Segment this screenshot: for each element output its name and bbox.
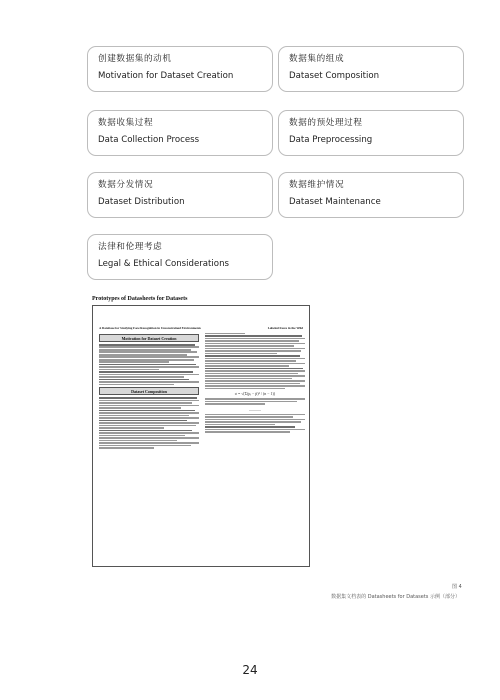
text-line [99,349,191,351]
text-line [99,384,174,386]
text-line [99,412,199,414]
text-line [205,403,265,405]
card-title-en: Dataset Composition [289,71,380,81]
text-line [99,397,197,399]
section-motivation: Motivation for Dataset Creation [99,334,199,342]
text-line [205,363,305,365]
card-title-en: Dataset Distribution [98,197,185,207]
text-line [99,425,196,427]
card-title-zh: 数据分发情况 [98,180,154,190]
text-line [205,414,305,416]
text-line [99,435,185,437]
card-preprocessing [278,110,464,156]
text-line [205,353,277,355]
text-line [205,335,302,337]
text-line [205,365,289,367]
card-title-zh: 法律和伦理考虑 [98,242,163,252]
text-line [99,417,199,419]
card-legal-ethical [87,234,273,280]
doc-header-right: Labeled Faces in the Wild [267,326,303,330]
card-title-zh: 数据维护情况 [289,180,345,190]
text-line [205,350,301,352]
text-line [99,430,192,432]
text-line [205,419,305,421]
card-maintenance [278,172,464,218]
card-title-zh: 数据的预处理过程 [289,118,363,128]
text-line [99,371,193,373]
text-line [205,398,305,400]
text-line [99,405,199,407]
text-line [205,431,290,433]
card-title-zh: 数据集的组成 [289,54,345,64]
text-line [205,421,301,423]
card-title-en: Data Preprocessing [289,135,373,145]
text-line [99,379,189,381]
card-title-en: Motivation for Dataset Creation [98,71,234,81]
text-line [99,346,199,348]
text-line [99,369,159,371]
text-line [205,426,295,428]
text-line [99,351,197,353]
text-line [99,422,199,424]
text-line [205,380,305,382]
text-line [205,348,305,350]
text-line [99,356,199,358]
card-title-en: Legal & Ethical Considerations [98,259,229,269]
text-line [99,410,195,412]
text-line [205,424,275,426]
doc-left-column [99,332,199,450]
text-line [99,374,199,376]
text-line [99,400,199,402]
text-line [99,442,199,444]
text-line [99,437,199,439]
doc-header-left: A Database for Studying Face Recognition in Unconstrained Environments [99,326,201,330]
text-line [99,354,187,356]
card-title-zh: 创建数据集的动机 [98,54,172,64]
text-line [99,445,191,447]
text-line [205,360,296,362]
text-line [205,338,305,340]
text-line [99,447,154,449]
card-title-en: Data Collection Process [98,135,200,145]
text-line [99,427,164,429]
text-line [205,355,300,357]
doc-right-column [205,332,305,434]
figure-number: 图 4 [452,584,462,590]
text-line [205,345,294,347]
text-line [99,364,196,366]
figure-title: Prototypes of Datasheets for Datasets [92,296,188,302]
std-dev-formula: σ = √(Σ(pᵢ − p̄)² / (n − 1)) [234,391,276,397]
card-distribution [87,172,273,218]
text-line [99,381,199,383]
text-line [205,370,305,372]
card-motivation [87,46,273,92]
datasheet-figure [92,305,310,567]
text-line [205,373,298,375]
card-collection [87,110,273,156]
text-line [205,416,293,418]
text-line [99,440,177,442]
text-line [205,340,299,342]
formula-2: ——— [249,406,261,412]
text-line [99,420,187,422]
text-line [99,361,169,363]
text-line [205,375,305,377]
section-composition: Dataset Composition [99,387,199,395]
text-line [205,429,305,431]
text-line [205,388,285,390]
text-line [99,402,192,404]
page-number: 24 [242,663,258,677]
text-line [99,432,199,434]
text-line [99,344,195,346]
figure-caption: 数据集文档表的 Datasheets for Datasets 示例（部分） [331,594,460,600]
text-line [205,368,303,370]
card-title-en: Dataset Maintenance [289,197,381,207]
text-line [99,359,194,361]
card-composition [278,46,464,92]
text-line [205,383,300,385]
text-line [205,385,305,387]
text-line [99,415,189,417]
text-line [205,401,297,403]
text-line [205,378,292,380]
card-title-zh: 数据收集过程 [98,118,154,128]
text-line [205,343,305,345]
text-line [99,407,181,409]
text-line [99,366,199,368]
text-line [205,333,245,335]
text-line [205,358,305,360]
text-line [99,376,184,378]
